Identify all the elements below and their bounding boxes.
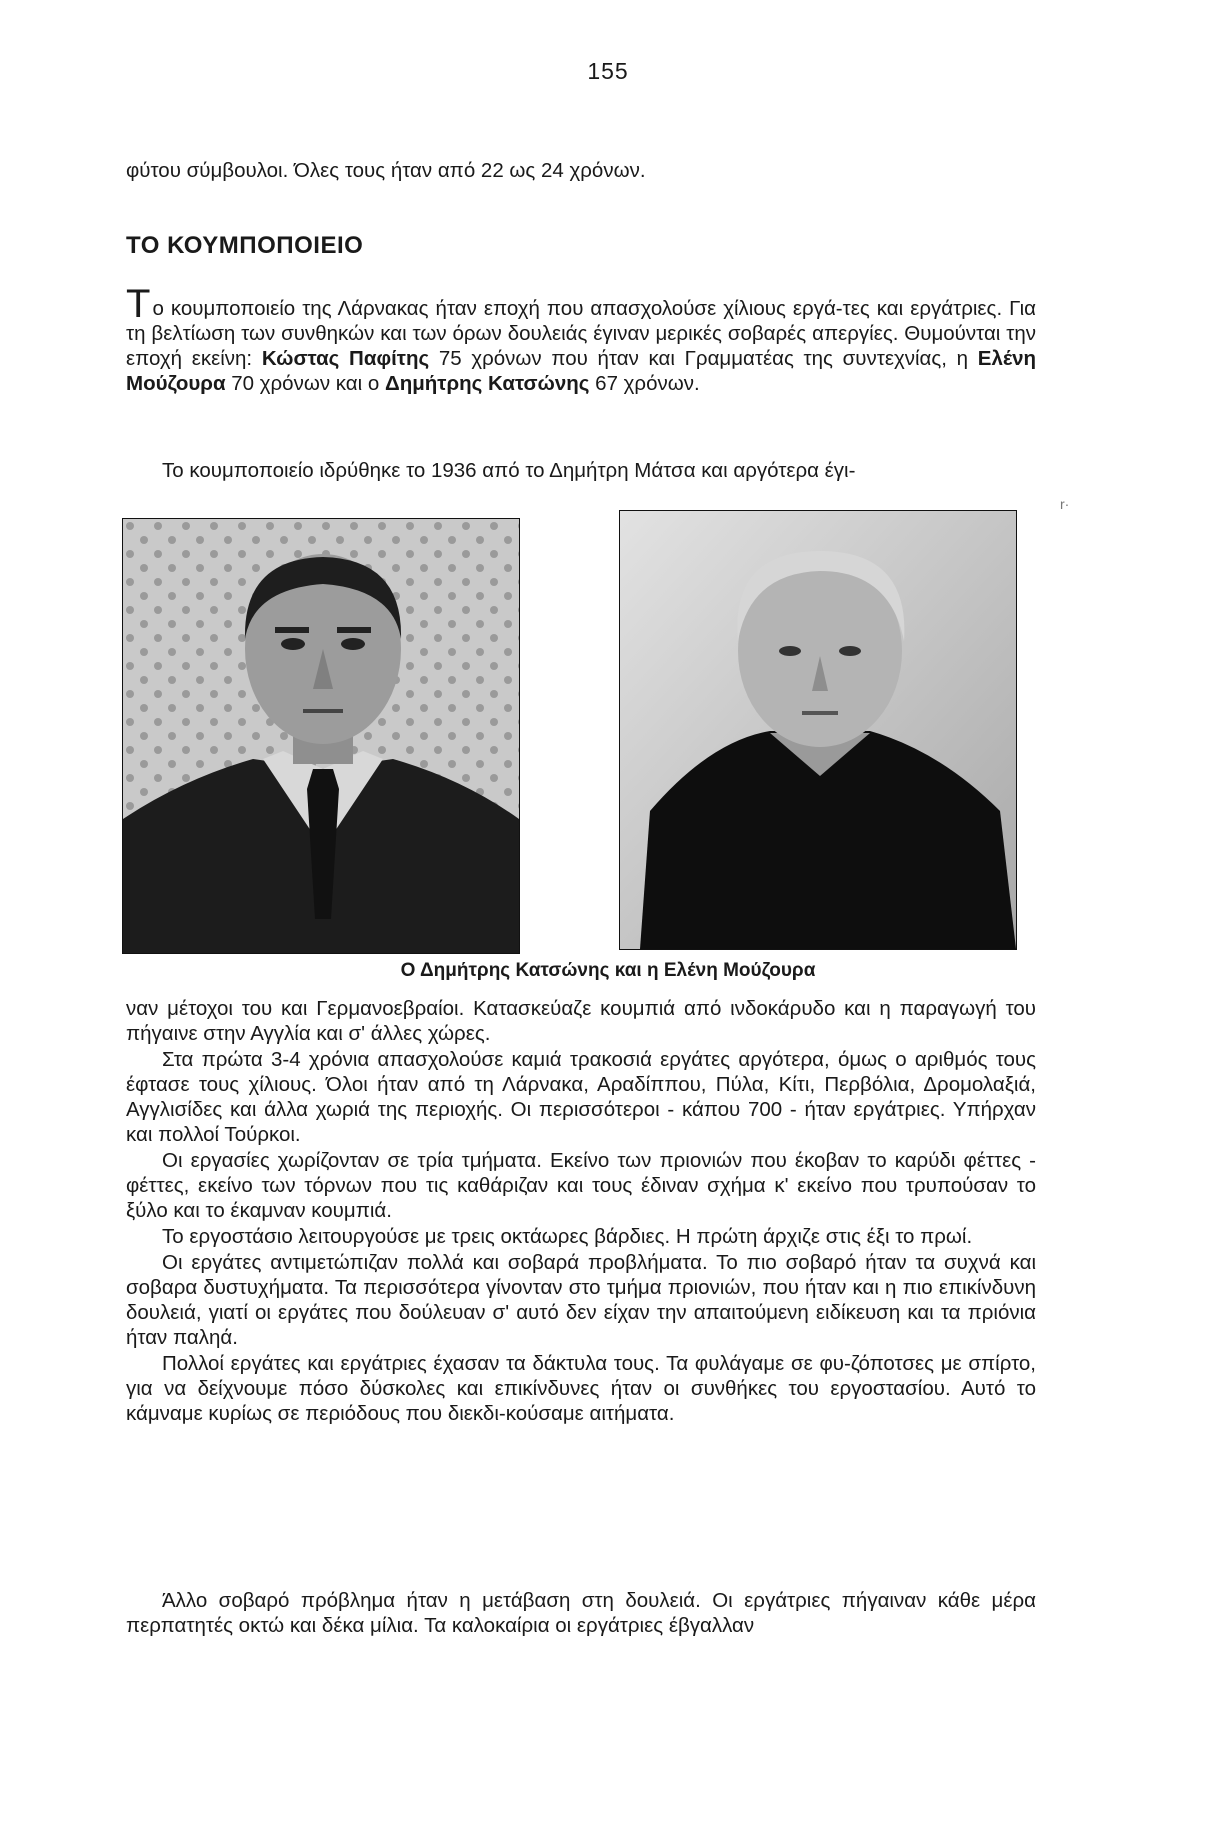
paragraph-6: Πολλοί εργάτες και εργάτριες έχασαν τα δάκτυλα τους. Τα φυλάγαμε σε φυ-ζόποτσες με σπίρτο, για να δείχνουμε πόσο δύσκολες και επικίνδυνες ήταν οι συνθήκες του εργοστασίου. Αυτό το κάμναμε κυρίως σε περιόδους που διεκδι-κούσαμε αιτήματα. (126, 1352, 1036, 1425)
body-text (126, 996, 1036, 1427)
intro-name-2: Ελένη Μούζουρα (126, 347, 1037, 395)
photo-caption: Ο Δημήτρης Κατσώνης και η Ελένη Μούζουρα (400, 960, 816, 981)
paragraph-2: Στα πρώτα 3-4 χρόνια απασχολούσε καμιά τρακοσιά εργάτες αργότερα, όμως ο αριθμός τους έφτασε τους χίλιους. Όλοι ήταν από τη Λάρνακα, Αραδίππου, Πύλα, Κίτι, Περβόλια, Δρομολαξιά, Αγγλισίδες και άλλα χωριά της περιοχής. Οι περισσότεροι - κάπου 700 - ήταν εργάτριες. Υπήρχαν και πολλοί Τούρκοι. (126, 1048, 1036, 1146)
paragraph-4: Το εργοστάσιο λειτουργούσε με τρεις οκτάωρες βάρδιες. Η πρώτη άρχιζε στις έξι το πρωί. (162, 1225, 973, 1248)
intro-name-1: Κώστας Παφίτης (261, 347, 430, 370)
founded-text: Το κουμποποιείο ιδρύθηκε το 1936 από το Δημήτρη Μάτσα και αργότερα έγι- (162, 459, 856, 482)
intro-text-4: 67 χρόνων. (589, 372, 700, 395)
section-title: ΤΟ ΚΟΥΜΠΟΠΟΙΕΙΟ (126, 232, 364, 259)
final-paragraph (126, 1588, 1036, 1638)
lead-line (126, 158, 1036, 183)
founded-paragraph (126, 458, 1036, 483)
intro-text-3: 70 χρόνων και ο (225, 372, 385, 395)
intro-name-3: Δημήτρης Κατσώνης (384, 372, 590, 395)
margin-mark: r· (1060, 496, 1070, 512)
lead-line-text: φύτου σύμβουλοι. Όλες τους ήταν από 22 ως 24 χρόνων. (126, 159, 646, 182)
photo-woman (619, 510, 1017, 950)
paragraph-1: ναν μέτοχοι του και Γερμανοεβραίοι. Κατασκεύαζε κουμπιά από ινδοκάρυδο και η παραγωγή του πήγαινε στην Αγγλία και σ' άλλες χώρες. (126, 997, 1036, 1045)
intro-text-1: ο κουμποποιείο της Λάρνακας ήταν εποχή που απασχολούσε χίλιους εργά-τες και εργάτριες. Για τη βελτίωση των συνθηκών και των όρων δουλειάς έγιναν μερικές σοβαρές απεργίες. Θυμούνται την εποχή εκείνη: (126, 297, 1036, 370)
intro-text-2: 75 χρόνων που ήταν και Γραμματέας της συντεχνίας, η (429, 347, 978, 370)
intro-paragraph (126, 282, 1037, 396)
paragraph-3: Οι εργασίες χωρίζονταν σε τρία τμήματα. Εκείνο των πριονιών που έκοβαν το καρύδι φέττες - φέττες, εκείνο των τόρνων που τις καθάριζαν και τους έδιναν σχήμα κ' εκείνο που τρυπούσαν το ξύλο και το έκαμναν κουμπιά. (126, 1149, 1036, 1222)
paragraph-5: Οι εργάτες αντιμετώπιζαν πολλά και σοβαρά προβλήματα. Το πιο σοβαρό ήταν τα συχνά και σοβαρα δυστυχήματα. Τα περισσότερα γίνονταν στο τμήμα πριονιών, που ήταν και η πιο επικίνδυνη δουλειά, γιατί οι εργάτες που δούλευαν σ' αυτό δεν είχαν την απαιτούμενη ειδίκευση και τα πριόνια ήταν παληά. (126, 1251, 1036, 1349)
dropcap: Τ (126, 282, 151, 326)
photo-man-image (123, 519, 519, 953)
photo-man (122, 518, 520, 954)
photo-woman-image (620, 511, 1016, 949)
page-number: 155 (587, 58, 629, 84)
final-paragraph-text: Άλλο σοβαρό πρόβλημα ήταν η μετάβαση στη δουλειά. Οι εργάτριες πήγαιναν κάθε μέρα περπατητές οκτώ και δέκα μίλια. Τα καλοκαίρια οι εργάτριες έβγαλλαν (126, 1589, 1036, 1637)
